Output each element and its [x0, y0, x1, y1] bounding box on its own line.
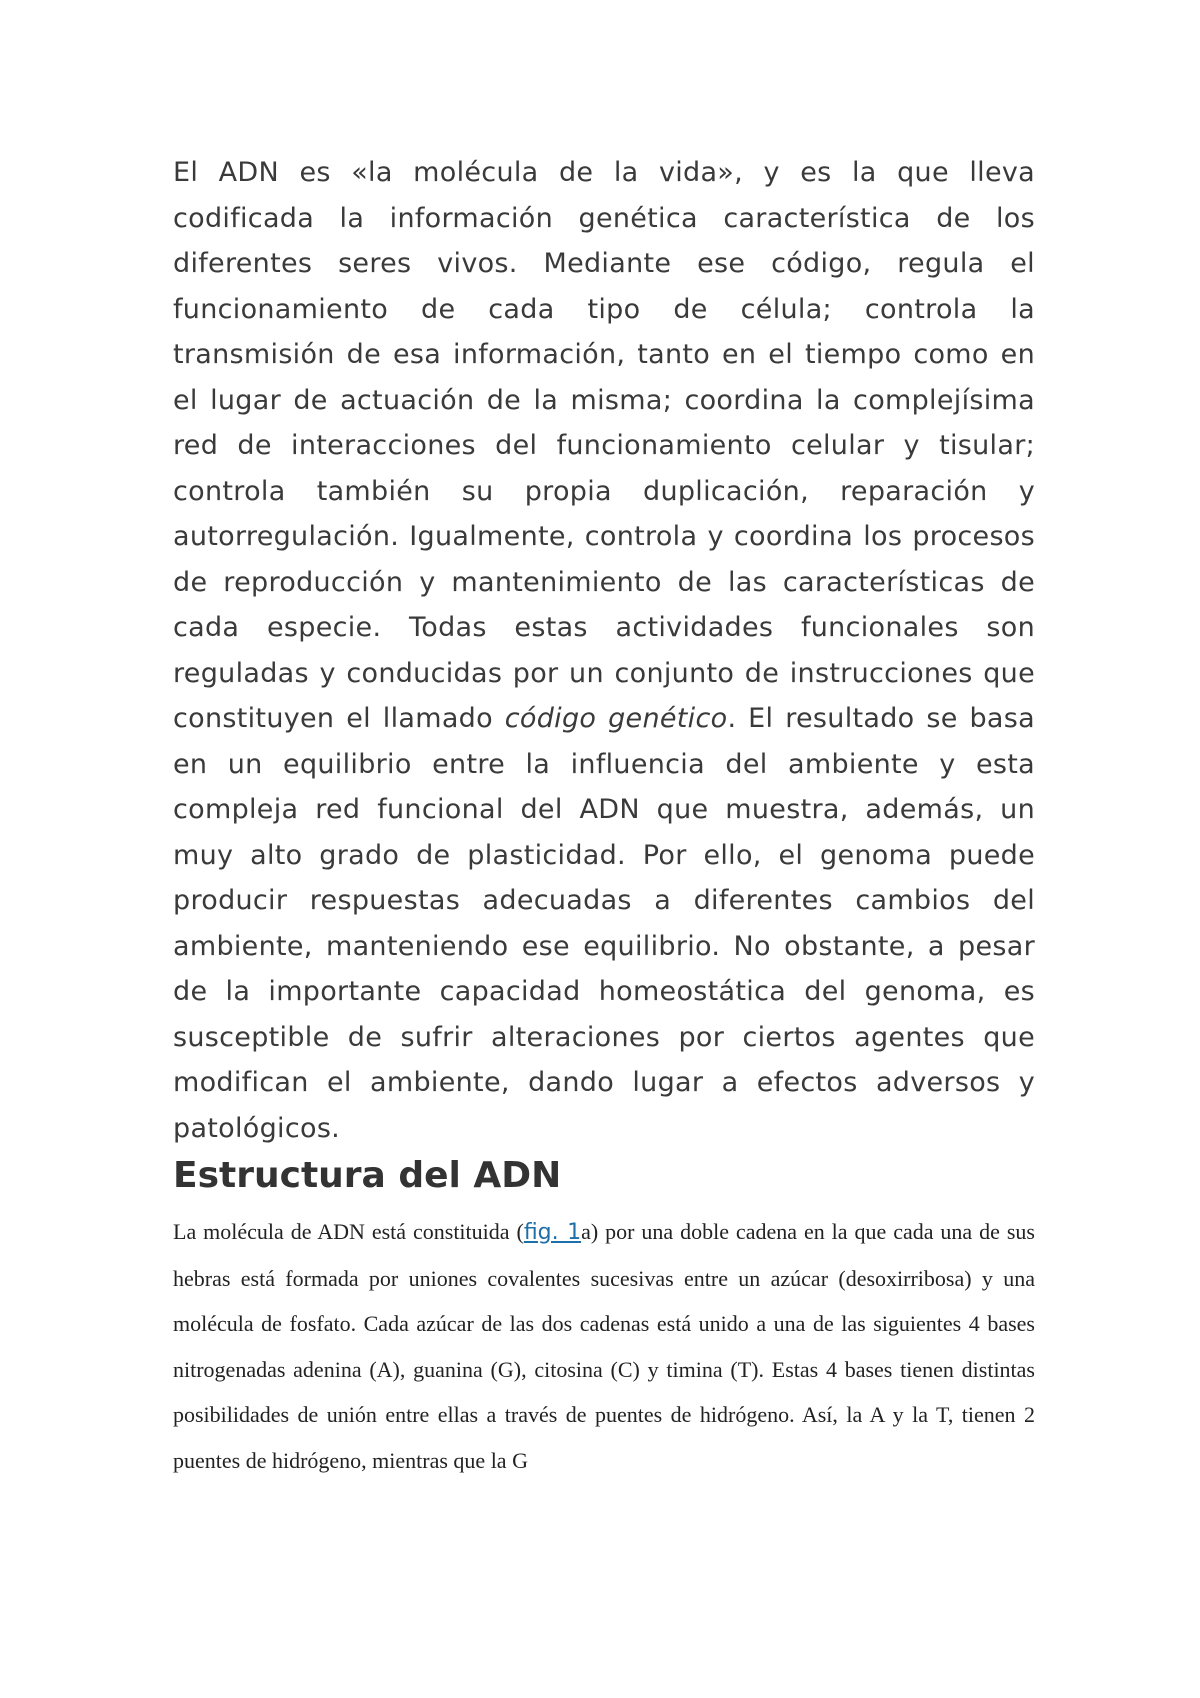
intro-emphasis: código genético — [504, 703, 728, 734]
intro-text-part2: . El resultado se basa en un equilibrio entre la influencia del ambiente y esta compleja red funcional del ADN que muestra, además, un muy alto grado de plasticidad. Por ello, el genoma puede producir respuestas adecuadas a diferentes cambios del ambiente, manteniendo ese equilibrio. No obstante, a pesar de la importante capacidad homeostática del genoma, es susceptible de sufrir alteraciones por ciertos agentes que modifican el ambiente, dando lugar a efectos adversos y patológicos. — [173, 703, 1035, 1144]
section-heading: Estructura del ADN — [173, 1155, 562, 1196]
intro-text-part1: El ADN es «la molécula de la vida», y es la que lleva codificada la información genética característica de los diferentes seres vivos. Mediante ese código, regula el funcionamiento de cada tipo de célula; controla la transmisión de esa información, tanto en el tiempo como en el lugar de actuación de la misma; coordina la complejísima red de interacciones del funcionamiento celular y tisular; controla también su propia duplicación, reparación y autorregulación. Igualmente, controla y coordina los procesos de reproducción y mantenimiento de las características de cada especie. Todas estas actividades funcionales son reguladas y conducidas por un conjunto de instrucciones que constituyen el llamado — [173, 157, 1035, 734]
figure-1-link[interactable]: fig. 1 — [523, 1220, 582, 1245]
intro-paragraph — [173, 150, 1035, 1151]
section-text-after-link: a) por una doble cadena en la que cada una de sus hebras está formada por uniones covalentes sucesivas entre un azúcar (desoxirribosa) y una molécula de fosfato. Cada azúcar de las dos cadenas está unido a una de las siguientes 4 bases nitrogenadas adenina (A), guanina (G), citosina (C) y timina (T). Estas 4 bases tienen distintas posibilidades de unión entre ellas a través de puentes de hidrógeno. Así, la A y la T, tienen 2 puentes de hidrógeno, mientras que la G — [173, 1219, 1035, 1473]
document-page — [173, 150, 1035, 1484]
section-text-before-link: La molécula de ADN está constituida ( — [173, 1219, 524, 1244]
section-paragraph — [173, 1209, 1035, 1484]
